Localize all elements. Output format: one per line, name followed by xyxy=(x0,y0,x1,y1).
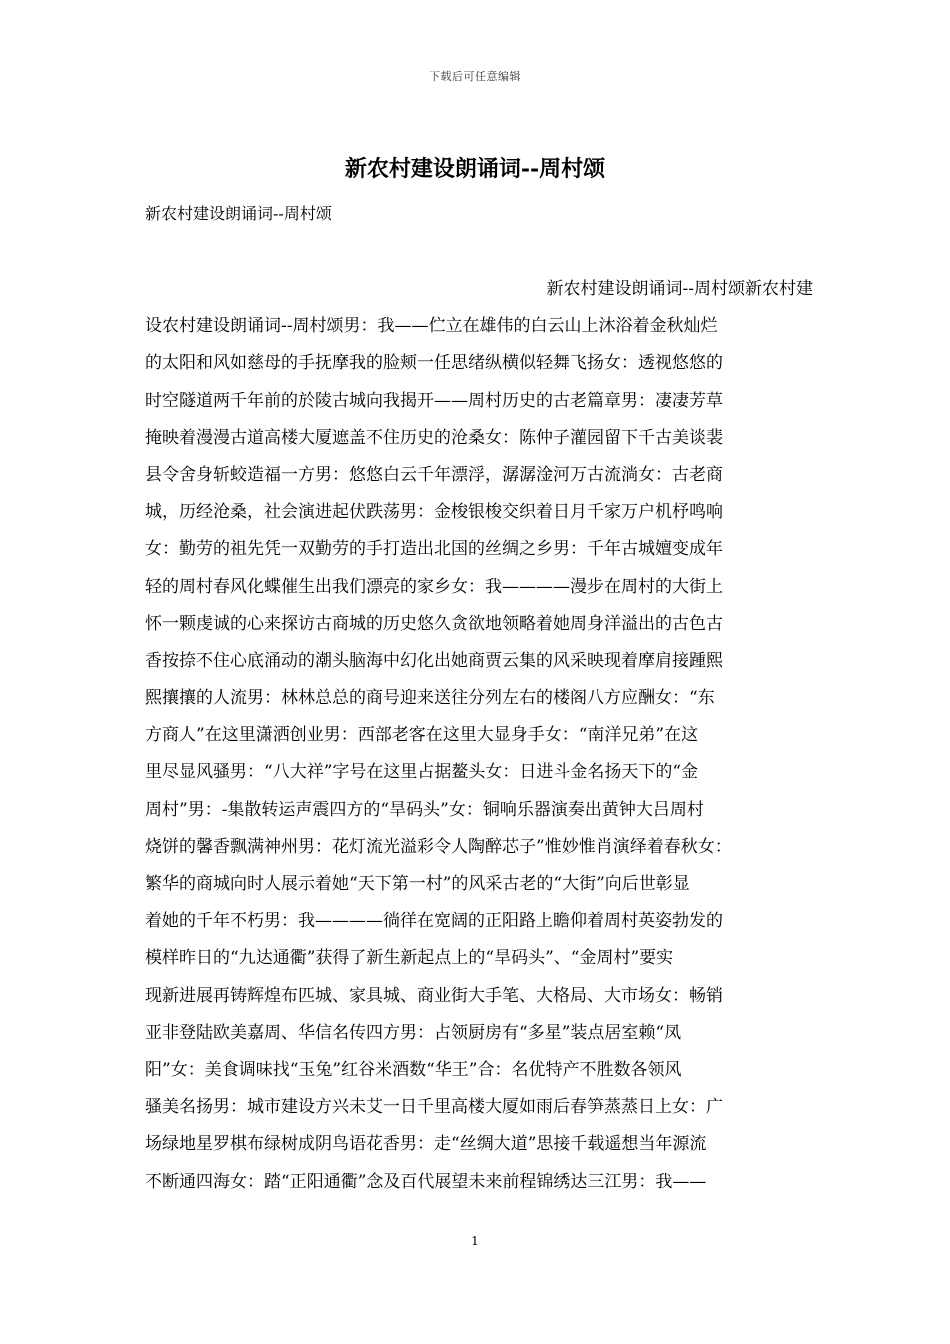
body-line: 女：勤劳的祖先凭一双勤劳的手打造出北国的丝绸之乡男：千年古城嬗变成年 xyxy=(145,539,723,560)
body-line: 繁华的商城向时人展示着她“天下第一村”的风采古老的“大街”向后世彰显 xyxy=(145,874,690,894)
body-line: 模样昨日的“九达通衢”获得了新生新起点上的“旱码头”、“金周村”要实 xyxy=(145,948,674,969)
body-line: 熙攘攘的人流男：林林总总的商号迎来送往分列左右的楼阁八方应酬女：“东 xyxy=(145,688,715,709)
body-line: 周村”男：-集散转运声震四方的“旱码头”女：铜响乐器演奏出黄钟大吕周村 xyxy=(145,799,704,820)
body-line: 方商人”在这里潇洒创业男：西部老客在这里大显身手女：“南洋兄弟”在这 xyxy=(145,725,699,746)
body-line: 烧饼的馨香飘满神州男：花灯流光溢彩令人陶醉芯子”惟妙惟肖演绎着春秋女： xyxy=(145,836,732,857)
body-line: 香按捺不住心底涌动的潮头脑海中幻化出她商贾云集的风采映现着摩肩接踵熙 xyxy=(145,650,723,671)
document-subtitle: 新农村建设朗诵词--周村颂 xyxy=(145,204,332,223)
page-number: 1 xyxy=(471,1234,479,1248)
body-line: 设农村建设朗诵词--周村颂男：我——伫立在雄伟的白云山上沐浴着金秋灿烂 xyxy=(145,316,718,337)
body-line: 的太阳和风如慈母的手抚摩我的脸颊一任思绪纵横似轻舞飞扬女：透视悠悠的 xyxy=(145,353,723,374)
body-line: 掩映着漫漫古道高楼大厦遮盖不住历史的沧桑女：陈仲子灌园留下千古美谈裴 xyxy=(145,427,723,448)
header-note: 下载后可任意编辑 xyxy=(429,70,521,83)
body-line: 城，历经沧桑，社会演进起伏跌荡男：金梭银梭交织着日月千家万户机杼鸣响 xyxy=(145,502,723,523)
body-line: 亚非登陆欧美嘉周、华信名传四方男：占领厨房有“多星”装点居室赖“凤 xyxy=(145,1022,682,1043)
body-line: 现新进展再铸辉煌布匹城、家具城、商业街大手笔、大格局、大市场女：畅销 xyxy=(145,985,723,1006)
body-line: 不断通四海女：踏“正阳通衢”念及百代展望未来前程锦绣达三江男：我—— xyxy=(145,1171,707,1192)
body-line: 骚美名扬男：城市建设方兴未艾一日千里高楼大厦如雨后春笋蒸蒸日上女：广 xyxy=(145,1097,723,1118)
body-line: 新农村建设朗诵词--周村颂新农村建 xyxy=(546,279,813,299)
body-line: 场绿地星罗棋布绿树成阴鸟语花香男：走“丝绸大道”思接千载遥想当年源流 xyxy=(145,1134,707,1155)
body-text xyxy=(145,271,813,1201)
body-line: 怀一颗虔诚的心来探访古商城的历史悠久贪欲地领略着她周身洋溢出的古色古 xyxy=(145,613,723,634)
body-line: 时空隧道两千年前的於陵古城向我揭开——周村历史的古老篇章男：凄凄芳草 xyxy=(145,390,723,411)
body-line: 轻的周村春风化蝶催生出我们漂亮的家乡女：我————漫步在周村的大街上 xyxy=(145,576,723,597)
body-line: 里尽显风骚男：“八大祥”字号在这里占据鳌头女：日进斗金名扬天下的“金 xyxy=(145,762,699,783)
body-line: 县令舍身斩蛟造福一方男：悠悠白云千年漂浮，潺潺淦河万古流淌女：古老商 xyxy=(145,464,723,485)
document-title: 新农村建设朗诵词--周村颂 xyxy=(344,156,606,182)
body-line: 着她的千年不朽男：我————徜徉在宽阔的正阳路上瞻仰着周村英姿勃发的 xyxy=(145,911,723,932)
body-line: 阳”女：美食调味找“玉兔”红谷米酒数“华王”合：名优特产不胜数各领风 xyxy=(145,1059,682,1080)
